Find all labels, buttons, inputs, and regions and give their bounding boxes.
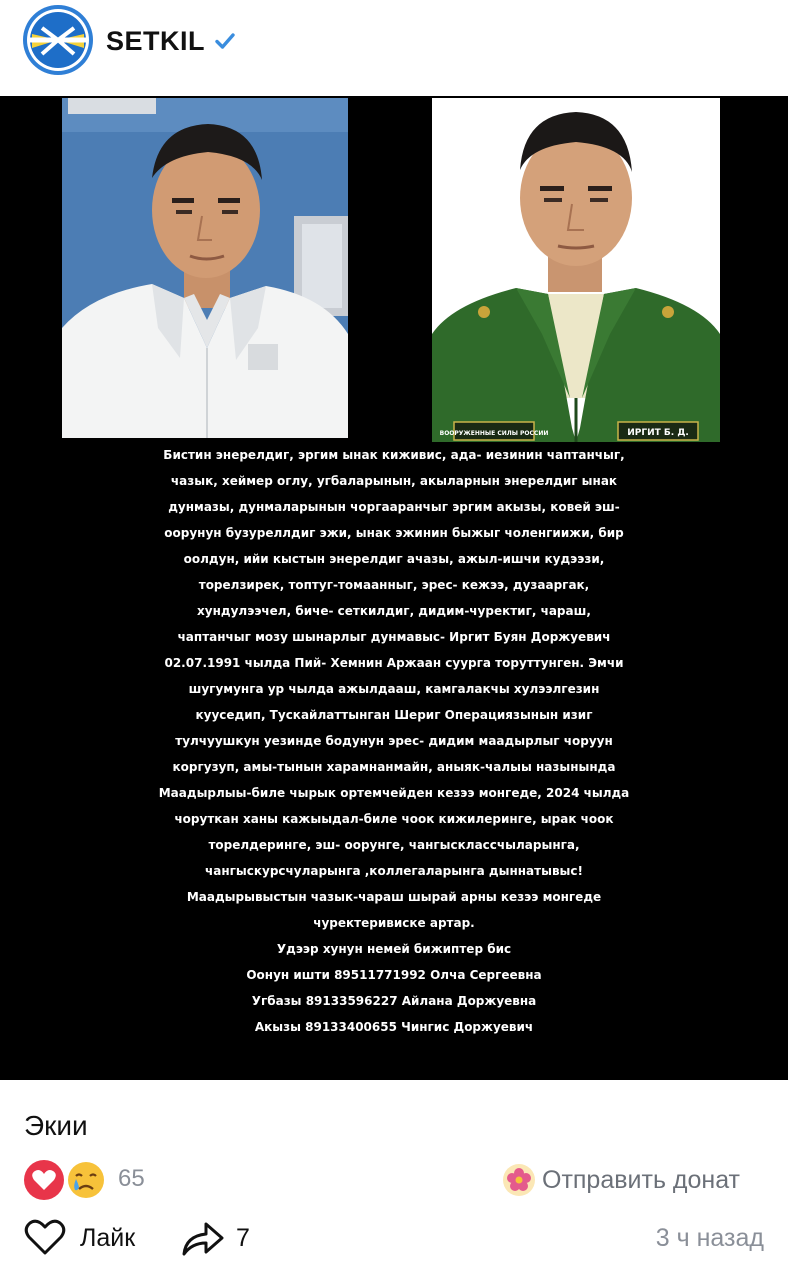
caption-line: чаптанчыг мозу шынарлыг дунмавыс- Иргит Буян Доржуевич — [177, 630, 611, 644]
caption-line: чазык, хеймер оглу, угбаларынын, акыларнын энерелдиг ынак — [170, 474, 618, 488]
caption-line: Бистин энерелдиг, эргим ынак киживис, ада- иезинин чаптанчыг, — [163, 448, 625, 462]
like-button[interactable] — [24, 1214, 154, 1260]
caption-line: коргузуп, амы-тынын харамнанмайн, аныяк-чалыы назынында — [172, 760, 616, 774]
caption-line: торелдеринге, эш- оорунге, чангысклассчыларынга, — [208, 838, 580, 852]
caption-line: хундулээчел, биче- сеткилдиг, дидим-чуректиг, чараш, — [197, 604, 591, 618]
photo-man-military-uniform — [432, 98, 720, 442]
caption-line: шугумунга ур чылда ажылдааш, камгалакчы хулээлгезин — [188, 682, 600, 696]
memorial-caption — [0, 442, 788, 1040]
caption-line: чуректеривиске артар. — [313, 916, 475, 930]
caption-line: дунмазы, дунмаларынын чоргааранчыг эргим акызы, ковей эш- — [168, 500, 620, 514]
share-count: 7 — [236, 1224, 250, 1252]
reaction-count: 65 — [118, 1165, 145, 1192]
channel-avatar[interactable] — [22, 4, 94, 76]
caption-line: Маадырывыстын чазык-чараш шырай арны кезээ монгеде — [186, 890, 602, 904]
donate-label: Отправить донат — [542, 1166, 741, 1194]
caption-line: чангыскурсчуларынга ,коллегаларынга дыннатывыс! — [204, 864, 583, 878]
caption-line: Оонун ишти 89511771992 Олча Сергеевна — [246, 968, 542, 982]
share-arrow-icon — [180, 1216, 226, 1258]
flower-icon — [502, 1163, 536, 1197]
post-text: Экии — [24, 1110, 88, 1141]
caption-line: кууседип, Тускайлаттынган Шериг Операциязынын изиг — [195, 708, 593, 722]
caption-line: Маадырлыы-биле чырык ортемчейден кезээ монгеде, 2024 чылда — [158, 786, 630, 800]
patch-name: ИРГИТ Б. Д. — [627, 428, 689, 438]
reactions-summary[interactable] — [24, 1158, 224, 1202]
verified-check-icon — [212, 28, 238, 54]
heart-outline-icon — [24, 1218, 66, 1256]
caption-line: чоруткан ханы кажыыдал-биле чоок кижилеринге, ырак чоок — [174, 812, 614, 826]
post-actions — [0, 1210, 788, 1266]
caption-line: оолдун, ийи кыстын энерелдиг ачазы, ажыл-ишчи кудээзи, — [183, 552, 605, 566]
share-button[interactable] — [180, 1214, 270, 1260]
channel-name[interactable]: SETKIL — [106, 26, 206, 56]
caption-line: оорунун бузуреллдиг эжи, ынак эжинин быжыг чоленгиижи, бир — [164, 526, 624, 540]
caption-line: 02.07.1991 чылда Пий- Хемнин Аржаан суурга торуттунген. Эмчи — [164, 656, 624, 670]
caption-line: Акызы 89133400655 Чингис Доржуевич — [254, 1020, 534, 1034]
post-timestamp: 3 ч назад — [655, 1224, 764, 1252]
crying-face-icon — [64, 1158, 108, 1202]
caption-line: Угбазы 89133596227 Айлана Доржуевна — [251, 994, 537, 1008]
photo-man-white-coat — [62, 98, 348, 438]
like-label: Лайк — [80, 1224, 136, 1252]
patch-armed-forces: ВООРУЖЕННЫЕ СИЛЫ РОССИИ — [439, 430, 549, 437]
caption-line: Удээр хунун немей бижиптер бис — [276, 942, 512, 956]
heart-icon — [24, 1160, 64, 1200]
caption-line: тулчуушкун уезинде бодунун эрес- дидим маадырлыг чоруун — [175, 734, 613, 748]
post-image[interactable] — [0, 96, 788, 1080]
donate-button[interactable] — [502, 1162, 772, 1198]
caption-line: торелзирек, топтуг-томаанныг, эрес- кежээ, дузааргак, — [198, 578, 590, 592]
channel-header — [0, 0, 788, 96]
